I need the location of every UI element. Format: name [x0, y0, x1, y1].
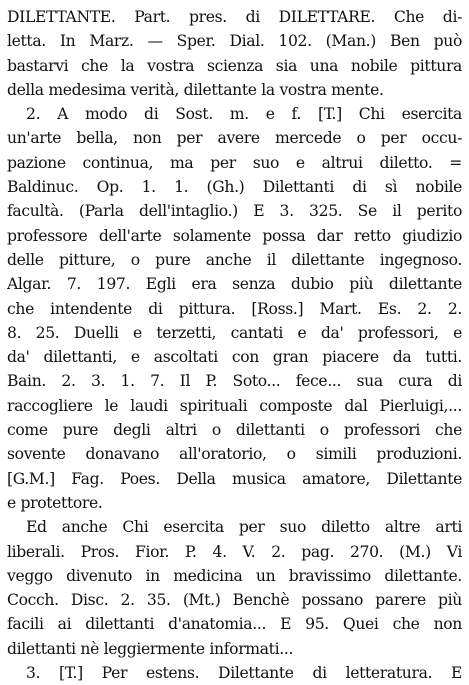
text-line: liberali. Pros. Fior. P. 4. V. 2. pag. 270. (M.) Vi [7, 542, 462, 561]
text-line: delle pitture, o pure anche il dilettante ingegnoso. [7, 250, 462, 269]
text-line: veggo divenuto in medicina un bravissimo dilettante. [7, 566, 462, 585]
text-line: della medesima verità, dilettante la vostra mente. [7, 80, 384, 99]
text-line: che intendente di pittura. [Ross.] Mart. Es. 2. 2. [7, 299, 462, 318]
text-line: letta. In Marz. — Sper. Dial. 102. (Man.) Ben può [7, 32, 462, 51]
text-line: sovente donavano all'oratorio, o simili produzioni. [7, 445, 462, 464]
text-line: professore dell'arte solamente possa dar retto giudizio [7, 226, 462, 245]
text-line: e protettore. [7, 493, 103, 512]
text-line: DILETTANTE. Part. pres. di DILETTARE. Che di- [7, 8, 462, 26]
text-line: Bain. 2. 3. 1. 7. Il P. Soto... fece... sua cura di [7, 372, 462, 391]
text-line: pazione continua, ma per suo e altrui diletto. = [7, 153, 462, 172]
text-line: facultà. (Parla dell'intaglio.) E 3. 325. Se il perito [7, 202, 462, 221]
text-line: come pure degli altri o dilettanti o professori che [7, 421, 462, 440]
text-line: dilettanti nè leggiermente informati... [7, 639, 294, 658]
text-line: raccogliere le laudi spirituali composte dal Pierluigi,... [7, 396, 462, 415]
sense-heading: 2. A modo di Sost. m. e f. [T.] Chi esercita [26, 105, 462, 124]
text-line: Baldinuc. Op. 1. 1. (Gh.) Dilettanti di sì nobile [7, 178, 462, 197]
dictionary-entry [7, 5, 462, 685]
text-line: 8. 25. Duelli e terzetti, cantati e da' professori, e [7, 323, 462, 342]
text-line: un'arte bella, non per avere mercede o per occu- [7, 129, 462, 148]
subsense-heading: Ed anche Chi esercita per suo diletto altre arti [26, 518, 462, 537]
text-line: [G.M.] Fag. Poes. Della musica amatore, Dilettante [7, 469, 462, 488]
text-line: bastarvi che la vostra scienza sia una nobile pittura [7, 56, 462, 75]
text-line: da' dilettanti, e ascoltati con gran piacere da tutti. [7, 348, 462, 367]
text-line: Algar. 7. 197. Egli era senza dubio più dilettante [7, 275, 462, 294]
text-line: facili ai dilettanti d'anatomia... E 95. Quei che non [7, 615, 462, 634]
sense-heading: 3. [T.] Per estens. Dilettante di letteratura. E [26, 664, 462, 683]
text-line: Cocch. Disc. 2. 35. (Mt.) Benchè possano parere più [7, 591, 462, 610]
